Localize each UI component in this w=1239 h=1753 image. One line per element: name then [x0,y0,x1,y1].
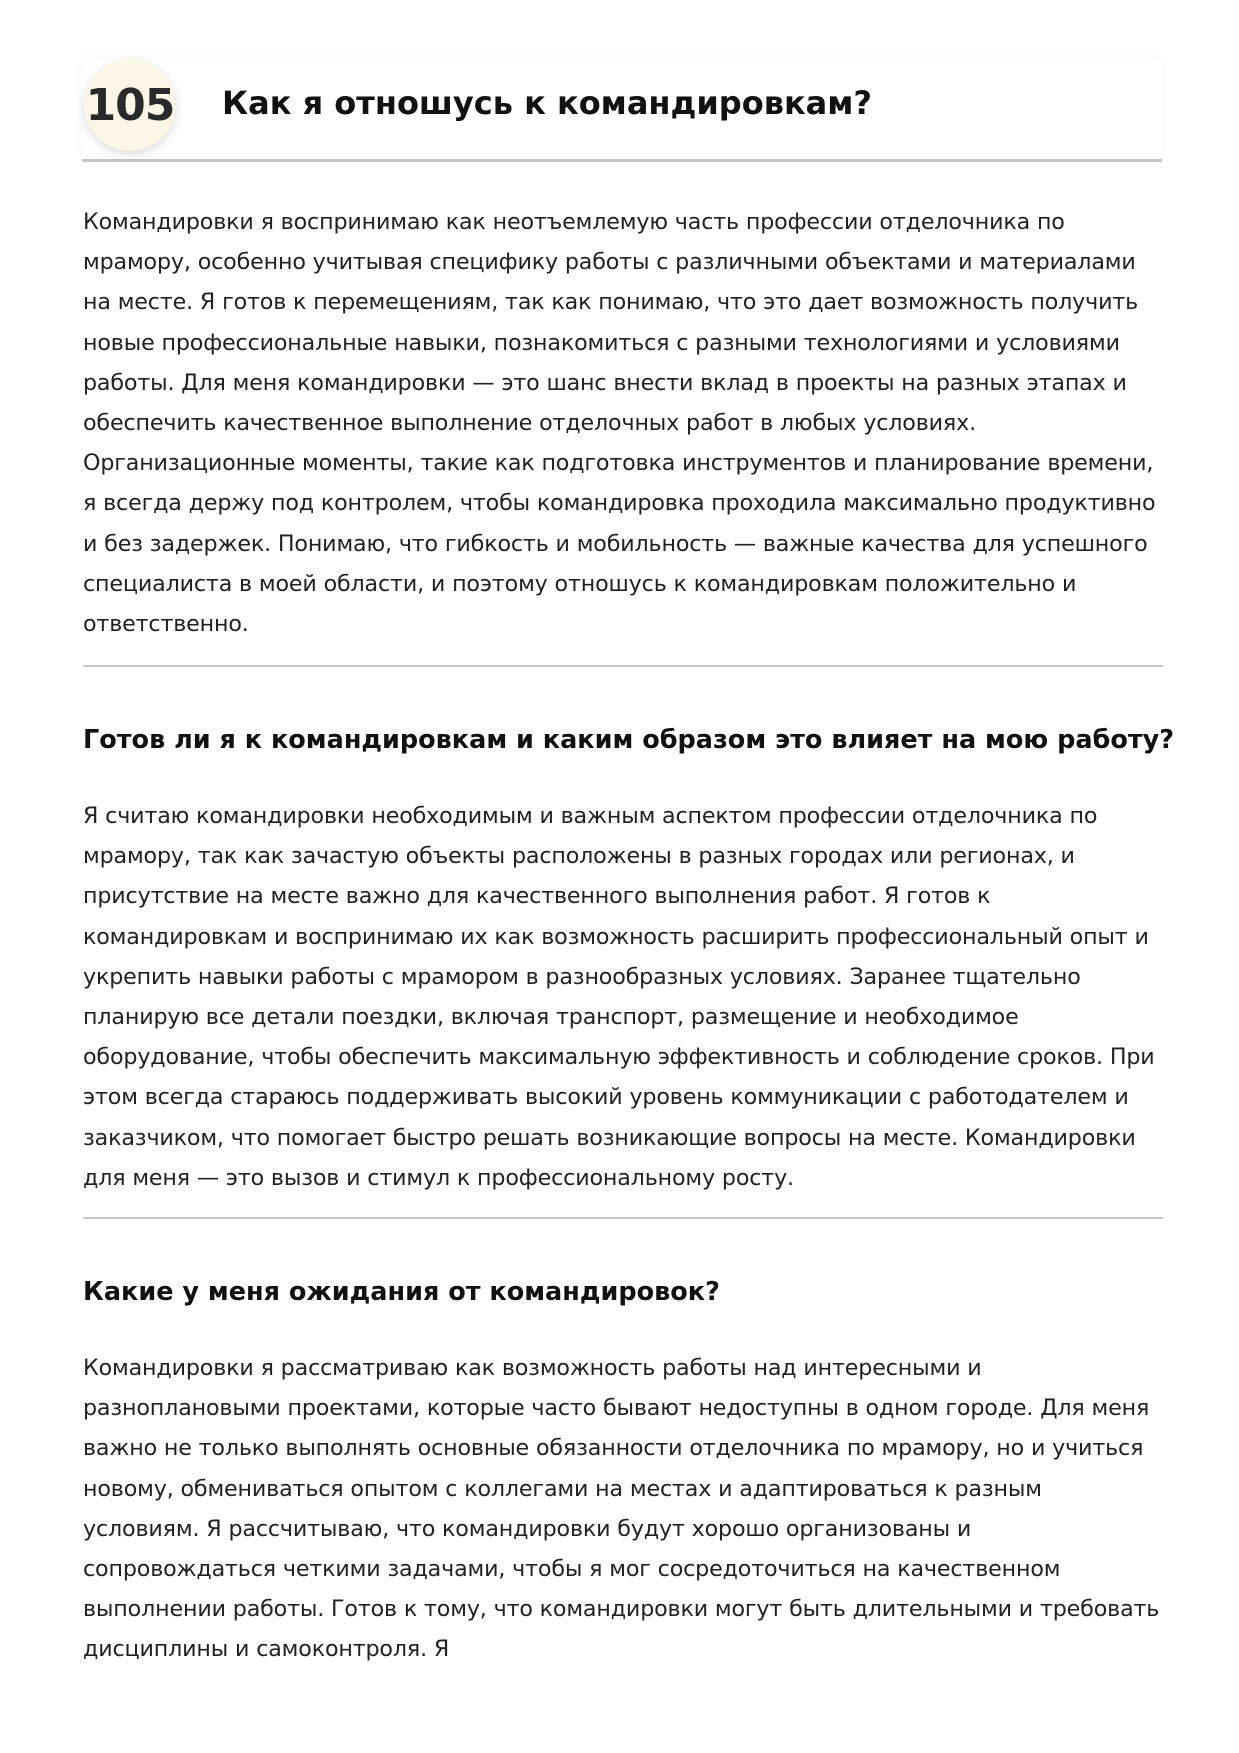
page-header [82,58,1162,162]
section-2-heading: Готов ли я к командировкам и каким образом это влияет на мою работу? [83,725,1175,755]
section-3-text: Командировки я рассматриваю как возможность работы над интересными и разноплановыми проектами, которые часто бывают недоступны в одном городе. Для меня важно не только выполнять основные обязанности отделочника по мрамору, но и учиться новому, обмениваться опытом с коллегами на местах и адаптироваться к разным условиям. Я рассчитываю, что командировки будут хорошо организованы и сопровождаться четкими задачами, чтобы я мог сосредоточиться на качественном выполнении работы. Готов к тому, что командировки могут быть длительными и требовать дисциплины и самоконтроля. Я [83,1355,1160,1663]
section-1-text: Командировки я воспринимаю как неотъемлемую часть профессии отделочника по мрамору, особенно учитывая специфику работы с различными объектами и материалами на месте. Я готов к перемещениям, так как понимаю, что это дает возможность получить новые профессиональные навыки, познакомиться с разными технологиями и условиями работы. Для меня командировки — это шанс внести вклад в проекты на разных этапах и обеспечить качественное выполнение отделочных работ в любых условиях. Организационные моменты, такие как подготовка инструментов и планирование времени, я всегда держу под контролем, чтобы командировка проходила максимально продуктивно и без задержек. Понимаю, что гибкость и мобильность — важные качества для успешного специалиста в моей области, и поэтому отношусь к командировкам положительно и ответственно. [83,209,1156,638]
section-divider [83,1217,1163,1219]
page-number-badge: 105 [84,59,176,151]
section-3-heading: Какие у меня ожидания от командировок? [83,1277,720,1307]
page-title: Как я отношусь к командировкам? [222,84,872,122]
section-divider [83,665,1163,667]
section-2-text: Я считаю командировки необходимым и важным аспектом профессии отделочника по мрамору, так как зачастую объекты расположены в разных городах или регионах, и присутствие на месте важно для качественного выполнения работ. Я готов к командировкам и воспринимаю их как возможность расширить профессиональный опыт и укрепить навыки работы с мрамором в разнообразных условиях. Заранее тщательно планирую все детали поездки, включая транспорт, размещение и необходимое оборудование, чтобы обеспечить максимальную эффективность и соблюдение сроков. При этом всегда стараюсь поддерживать высокий уровень коммуникации с работодателем и заказчиком, что помогает быстро решать возникающие вопросы на месте. Командировки для меня — это вызов и стимул к профессиональному росту. [83,803,1155,1191]
